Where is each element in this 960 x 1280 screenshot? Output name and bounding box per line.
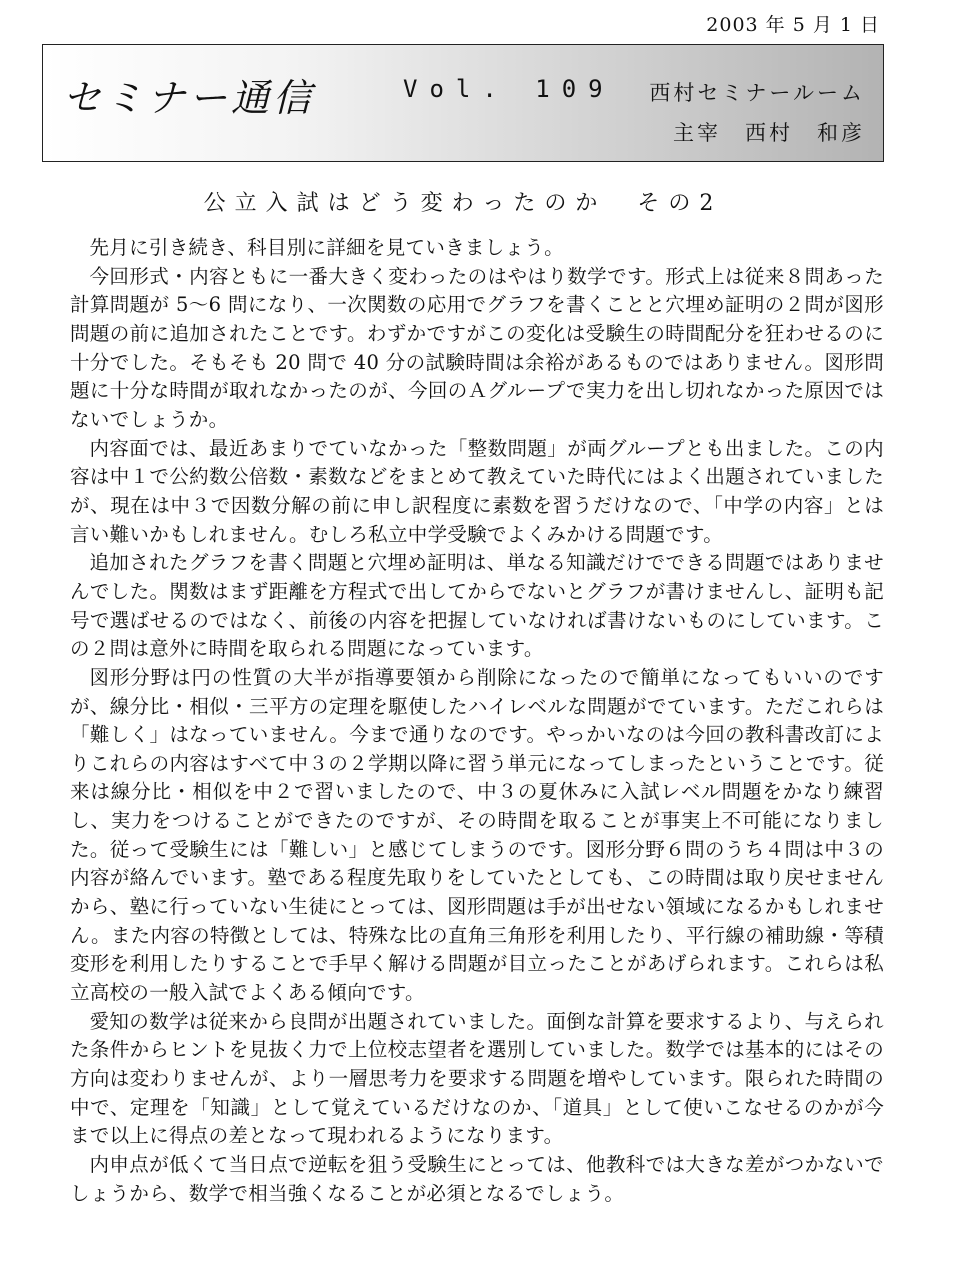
paragraph: 図形分野は円の性質の大半が指導要領から削除になったので簡単になってもいいのですが、線分比・相似・三平方の定理を駆使したハイレベルな問題がでています。ただこれらは「難しく」はなっていません。今まで通りなのです。やっかいなのは今回の教科書改訂によりこれらの内容はすべて中３の２学期以降に習う単元になってしまったということです。従来は線分比・相似を中２で習いましたので、中３の夏休みに入試レベル問題をかなり練習し、実力をつけることができたのですが、その時間を取ることが事実上不可能になりました。従って受験生には「難しい」と感じてしまうのです。図形分野６問のうち４問は中３の内容が絡んでいます。塾である程度先取りをしていたとしても、この時間は取り戻せませんから、塾に行っていない生徒にとっては、図形問題は手が出せない領域になるかもしれません。また内容の特徴としては、特殊な比の直角三角形を利用したり、平行線の補助線・等積変形を利用したりすることで手早く解ける問題が目立ったことがあげられます。これらは私立高校の一般入試でよくある傾向です。 xyxy=(70,665,884,1005)
newsletter-header xyxy=(42,44,884,162)
article-body xyxy=(70,234,884,1208)
paragraph: 追加されたグラフを書く問題と穴埋め証明は、単なる知識だけでできる問題ではありませんでした。関数はまず距離を方程式で出してからでないとグラフが書けませんし、証明も記号で選ばせるのではなく、前後の内容を把握していなければ書けないものにしています。この２問は意外に時間を取られる問題になっています。 xyxy=(70,551,884,661)
paragraph: 内容面では、最近あまりでていなかった「整数問題」が両グループとも出ました。この内容は中１で公約数公倍数・素数などをまとめて教えていた時代にはよく出題されていましたが、現在は中３で因数分解の前に申し訳程度に素数を習うだけなので、「中学の内容」とは言い難いかもしれません。むしろ私立中学受験でよくみかける問題です。 xyxy=(70,436,884,546)
paragraph: 愛知の数学は従来から良問が出題されていました。面倒な計算を要求するより、与えられた条件からヒントを見抜く力で上位校志望者を選別していました。数学では基本的にはその方向は変わりませんが、より一層思考力を要求する問題を増やしています。限られた時間の中で、定理を「知識」として覚えているだけなのか、「道具」として使いこなせるのかが今まで以上に得点の差となって現われるようになります。 xyxy=(70,1009,884,1148)
organization-name: 西村セミナールーム xyxy=(649,81,865,105)
editor-name: 主宰 西村 和彦 xyxy=(673,121,865,145)
paragraph: 先月に引き続き、科目別に詳細を見ていきましょう。 xyxy=(89,236,564,259)
paragraph: 今回形式・内容ともに一番大きく変わったのはやはり数学です。形式上は従来８問あった計算問題が 5〜6 問になり、一次関数の応用でグラフを書くことと穴埋め証明の２問が図形問題の前に追加されたことです。わずかですがこの変化は受験生の時間配分を狂わせるのに十分でした。そもそも 20 問で 40 分の試験時間は余裕があるものではありません。図形問題に十分な時間が取れなかったのが、今回のＡグループで実力を出し切れなかった原因ではないでしょうか。 xyxy=(70,264,884,431)
issue-date: 2003 年 5 月 1 日 xyxy=(706,14,880,36)
paragraph: 内申点が低くて当日点で逆転を狙う受験生にとっては、他教科では大きな差がつかないでしょうから、数学で相当強くなることが必須となるでしょう。 xyxy=(70,1153,884,1205)
article-title: 公立入試はどう変わったのか その2 xyxy=(203,191,723,216)
newsletter-title: セミナー通信 xyxy=(63,76,316,120)
volume-number: Vol. 109 xyxy=(403,75,615,103)
